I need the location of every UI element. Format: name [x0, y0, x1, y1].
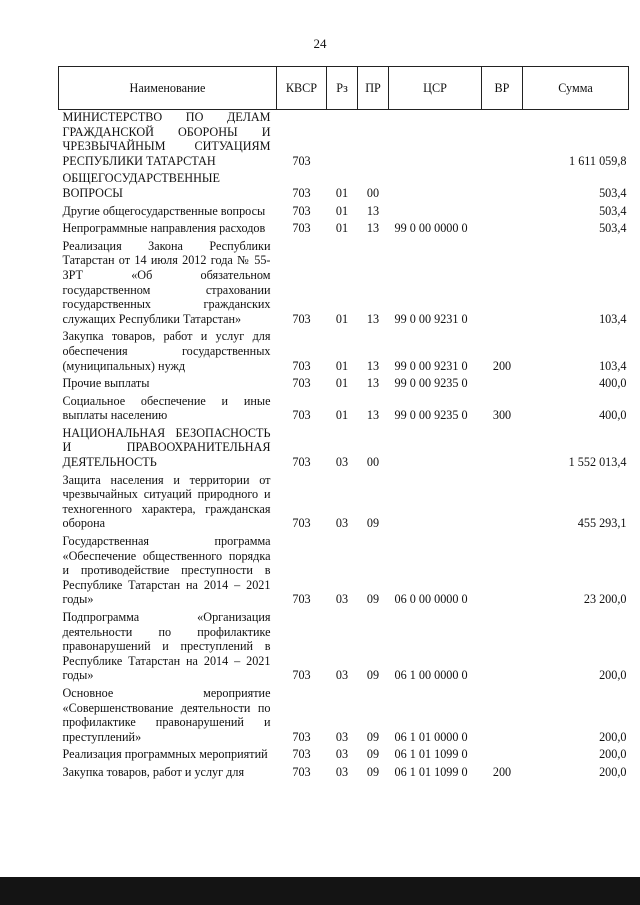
row-sum: 200,0: [599, 747, 627, 762]
table-row: [59, 204, 629, 222]
row-name: Реализация программных мероприятий: [62, 747, 268, 762]
row-name: Основное мероприятие «Совершенствование деятельности по профилактике правонарушений и преступлений»: [62, 685, 271, 744]
row-vr: [482, 171, 523, 203]
row-csr: 99 0 00 0000 0: [394, 221, 468, 236]
table-row: [59, 376, 629, 394]
header-rz: Рз: [327, 67, 358, 110]
header-name: Наименование: [59, 67, 277, 110]
row-csr: [389, 204, 482, 222]
row-sum: 200,0: [599, 729, 627, 744]
row-sum: 400,0: [599, 408, 627, 423]
row-vr: [482, 110, 523, 172]
header-vr: ВР: [482, 67, 523, 110]
row-pr: 13: [366, 358, 380, 373]
row-rz: [327, 110, 358, 172]
row-kvsr: 703: [292, 311, 311, 326]
row-vr: [482, 239, 523, 330]
row-vr: [482, 534, 523, 610]
row-kvsr: 703: [292, 221, 311, 236]
row-sum: 503,4: [599, 203, 627, 218]
row-sum: 503,4: [599, 185, 627, 200]
row-vr: [482, 747, 523, 765]
row-rz: 01: [335, 311, 349, 326]
row-vr: [482, 686, 523, 747]
row-name: Реализация Закона Республики Татарстан от 14 июля 2012 года № 55-ЗРТ «Об обязательном государственном страховании государственных гражданских служащих Республики Татарстан»: [62, 238, 271, 326]
table-row: [59, 329, 629, 376]
row-vr: [482, 204, 523, 222]
row-vr: [482, 426, 523, 473]
table-row: [59, 534, 629, 610]
row-rz: 03: [335, 668, 349, 683]
header-kvsr: КВСР: [277, 67, 327, 110]
row-kvsr: 703: [292, 592, 311, 607]
row-rz: 03: [335, 455, 349, 470]
row-csr: 99 0 00 9235 0: [394, 376, 468, 391]
table-row: [59, 221, 629, 239]
table-row: [59, 426, 629, 473]
row-sum: 200,0: [599, 668, 627, 683]
row-rz: 01: [335, 408, 349, 423]
row-vr: 200: [492, 764, 512, 779]
row-vr: [482, 376, 523, 394]
row-csr: 99 0 00 9231 0: [394, 311, 468, 326]
row-pr: 13: [366, 376, 380, 391]
row-rz: 03: [335, 592, 349, 607]
row-csr: 99 0 00 9231 0: [394, 358, 468, 373]
row-kvsr: 703: [292, 668, 311, 683]
page-number: 24: [313, 36, 327, 51]
row-kvsr: 703: [292, 153, 311, 168]
row-sum: 1 552 013,4: [568, 455, 627, 470]
budget-table: [58, 66, 629, 783]
row-kvsr: 703: [292, 376, 311, 391]
row-name: НАЦИОНАЛЬНАЯ БЕЗОПАСНОСТЬ И ПРАВООХРАНИТЕЛЬНАЯ ДЕЯТЕЛЬНОСТЬ: [62, 425, 271, 470]
row-sum: 1 611 059,8: [569, 153, 627, 168]
row-csr: 06 1 00 0000 0: [394, 668, 468, 683]
row-name: МИНИСТЕРСТВО ПО ДЕЛАМ ГРАЖДАНСКОЙ ОБОРОНЫ И ЧРЕЗВЫЧАЙНЫМ СИТУАЦИЯМ РЕСПУБЛИКИ ТАТАРСТАН: [62, 110, 271, 168]
table-header-row: [59, 67, 629, 110]
row-pr: 00: [366, 185, 380, 200]
row-rz: 01: [335, 221, 349, 236]
row-csr: 99 0 00 9235 0: [394, 408, 468, 423]
row-vr: [482, 610, 523, 686]
row-pr: 09: [366, 729, 380, 744]
row-csr: 06 0 00 0000 0: [394, 592, 468, 607]
row-kvsr: 703: [292, 747, 311, 762]
row-kvsr: 703: [292, 408, 311, 423]
row-sum: 455 293,1: [577, 516, 627, 531]
table-row: [59, 765, 629, 783]
table-row: [59, 610, 629, 686]
header-csr: ЦСР: [389, 67, 482, 110]
table-row: [59, 110, 629, 172]
row-rz: 03: [335, 747, 349, 762]
row-rz: 01: [335, 376, 349, 391]
row-csr: 06 1 01 0000 0: [394, 729, 468, 744]
row-vr: [482, 473, 523, 534]
row-kvsr: 703: [292, 203, 311, 218]
row-kvsr: 703: [292, 185, 311, 200]
table-row: [59, 394, 629, 426]
row-kvsr: 703: [292, 764, 311, 779]
row-kvsr: 703: [292, 729, 311, 744]
row-csr: [389, 426, 482, 473]
row-pr: 13: [366, 408, 380, 423]
row-pr: 09: [366, 592, 380, 607]
row-csr: 06 1 01 1099 0: [394, 747, 468, 762]
row-name: Закупка товаров, работ и услуг для обеспечения государственных (муниципальных) нужд: [62, 329, 271, 373]
row-rz: 01: [335, 185, 349, 200]
row-pr: 13: [366, 203, 380, 218]
row-name: Другие общегосударственные вопросы: [62, 203, 266, 218]
row-pr: 09: [366, 764, 380, 779]
row-name: ОБЩЕГОСУДАРСТВЕННЫЕ ВОПРОСЫ: [62, 171, 220, 200]
row-csr: [389, 473, 482, 534]
row-name: Подпрограмма «Организация деятельности по профилактике правонарушений и преступлений в Республике Татарстан на 2014 – 2021 годы»: [62, 610, 271, 683]
row-kvsr: 703: [292, 358, 311, 373]
row-csr: [389, 110, 482, 172]
row-name: Закупка товаров, работ и услуг для: [62, 764, 245, 779]
row-vr: 300: [492, 408, 512, 423]
table-row: [59, 239, 629, 330]
table-row: [59, 747, 629, 765]
row-vr: 200: [492, 358, 512, 373]
scan-bottom-band: [0, 877, 640, 905]
row-name: Социальное обеспечение и иные выплаты населению: [62, 393, 271, 423]
row-sum: 23 200,0: [583, 592, 627, 607]
row-pr: 00: [366, 455, 380, 470]
row-sum: 200,0: [599, 764, 627, 779]
row-rz: 03: [335, 729, 349, 744]
row-pr: [358, 110, 389, 172]
row-name: Государственная программа «Обеспечение общественного порядка и противодействие преступности в Республике Татарстан на 2014 – 2021 годы»: [62, 534, 271, 607]
row-rz: 01: [335, 203, 349, 218]
table-row: [59, 171, 629, 203]
row-vr: [482, 221, 523, 239]
row-name: Прочие выплаты: [62, 376, 150, 391]
row-kvsr: 703: [292, 455, 311, 470]
row-rz: 01: [335, 358, 349, 373]
row-pr: 09: [366, 516, 380, 531]
row-csr: 06 1 01 1099 0: [394, 764, 468, 779]
table-row: [59, 473, 629, 534]
row-sum: 503,4: [599, 221, 627, 236]
row-pr: 13: [366, 221, 380, 236]
table-row: [59, 686, 629, 747]
row-pr: 09: [366, 747, 380, 762]
row-kvsr: 703: [292, 516, 311, 531]
row-sum: 400,0: [599, 376, 627, 391]
row-pr: 09: [366, 668, 380, 683]
header-pr: ПР: [358, 67, 389, 110]
row-pr: 13: [366, 311, 380, 326]
row-sum: 103,4: [599, 311, 627, 326]
row-name: Непрограммные направления расходов: [62, 221, 266, 236]
row-sum: 103,4: [599, 358, 627, 373]
row-rz: 03: [335, 516, 349, 531]
row-rz: 03: [335, 764, 349, 779]
row-csr: [389, 171, 482, 203]
header-sum: Сумма: [523, 67, 629, 110]
row-name: Защита населения и территории от чрезвычайных ситуаций природного и техногенного характера, гражданская оборона: [62, 472, 271, 531]
table-body: [59, 110, 629, 783]
